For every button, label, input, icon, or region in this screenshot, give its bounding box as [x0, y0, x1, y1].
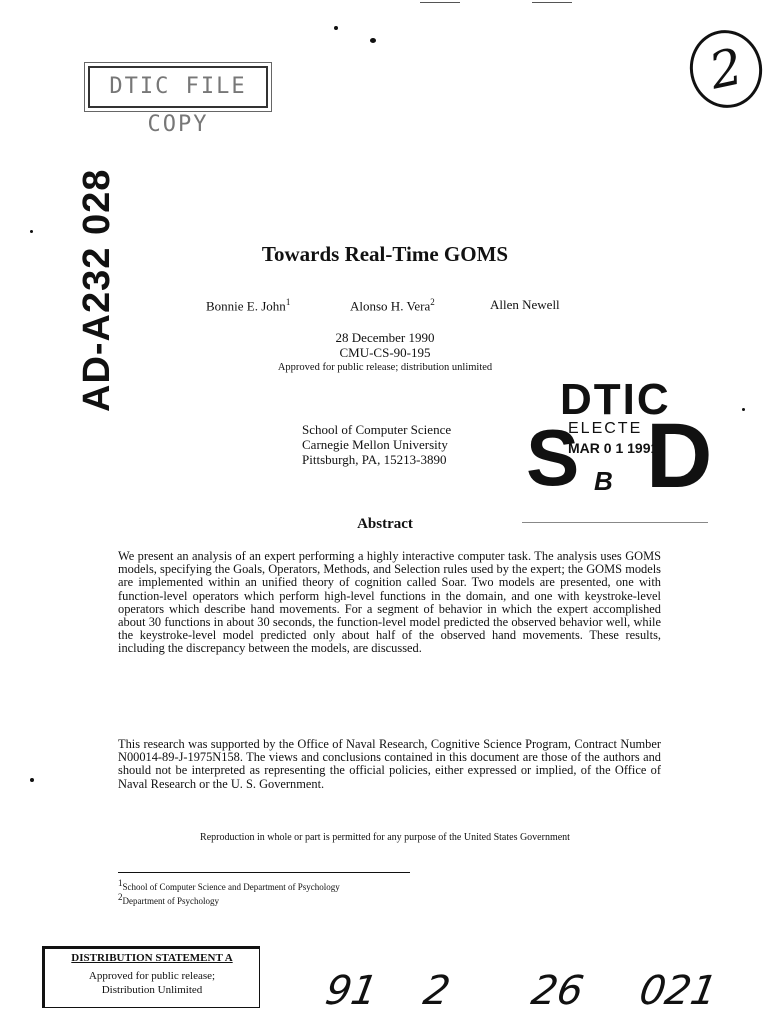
- footnote-marker: 1: [118, 878, 123, 888]
- scan-line: [420, 2, 460, 3]
- release-statement: Approved for public release; distribution unlimited: [277, 362, 493, 373]
- scan-line: [532, 2, 572, 3]
- footnote-1: [118, 878, 340, 892]
- distribution-heading: DISTRIBUTION STATEMENT A: [71, 952, 233, 964]
- address-line: Pittsburgh, PA, 15213-3890: [302, 452, 447, 467]
- report-date: 28 December 1990: [335, 330, 435, 345]
- dtic-s-letter: S: [526, 413, 580, 502]
- dtic-word: DTIC: [560, 375, 671, 424]
- author-name: Bonnie E. John: [206, 298, 286, 314]
- distribution-statement-box: [42, 946, 260, 1008]
- handwritten-code-part: 021: [635, 968, 721, 1014]
- dtic-stamp: [520, 375, 713, 508]
- footnote-text: Department of Psychology: [122, 896, 219, 906]
- file-copy-stamp: DTIC FILE COPY: [88, 66, 268, 108]
- address-line: Carnegie Mellon University: [302, 437, 448, 452]
- dtic-b-letter: B: [594, 466, 613, 496]
- abstract-heading: Abstract: [357, 516, 413, 532]
- handwritten-code-part: 26: [527, 968, 587, 1014]
- institution-address: [302, 422, 451, 467]
- scan-speck: [742, 408, 745, 411]
- paper-title: Towards Real-Time GOMS: [261, 242, 509, 266]
- handwritten-code-part: 91: [321, 968, 381, 1014]
- footnote-marker: 2: [118, 892, 123, 902]
- dtic-date: MAR 0 1 1991: [568, 440, 659, 456]
- footnote-text: School of Computer Science and Department of Psychology: [122, 882, 340, 892]
- report-number: CMU-CS-90-195: [339, 345, 431, 360]
- scan-speck: [334, 26, 338, 30]
- scan-speck: [370, 38, 376, 43]
- abstract-body: We present an analysis of an expert performing a highly interactive computer task. The analysis uses GOMS models, specifying the Goals, Operators, Methods, and Selection rules used by the expert; the GOMS models are implemented within an unified theory of cognition called Soar. Two models are presented, one with function-level operators which perform high-level functions in the domain, and one with keystroke-level operators which describe hand movements. For a segment of behavior in which the expert accomplished about 30 functions in about 30 seconds, the function-level model predicted the observed behavior well, while the keystroke-level model predicted only about half of the observed hand movements. These results, including the discrepancy between the models, are discussed.: [118, 549, 661, 656]
- author-1: [206, 297, 290, 314]
- author-3: [490, 297, 560, 313]
- footnote-rule: [118, 872, 410, 873]
- footnote-marker: 1: [285, 297, 291, 307]
- reproduction-notice: Reproduction in whole or part is permitted for any purpose of the United States Government: [200, 832, 570, 843]
- author-name: Allen Newell: [490, 297, 560, 312]
- funding-statement: This research was supported by the Office of Naval Research, Cognitive Science Program, Contract Number N00014-89-J-1975N158. The views and conclusions contained in this document are those of the authors and should not be interpreted as representing the official policies, either expressed or implied, of the Office of Naval Research or the U. S. Government.: [118, 737, 661, 791]
- footnote-marker: 2: [430, 297, 435, 307]
- dtic-d-letter: D: [646, 405, 713, 507]
- distribution-line: Distribution Unlimited: [101, 984, 203, 996]
- scan-speck: [30, 778, 34, 782]
- author-2: [350, 297, 435, 314]
- dtic-electe: ELECTE: [568, 420, 643, 437]
- footnote-2: [118, 892, 219, 906]
- scan-speck: [30, 230, 33, 233]
- handwritten-code-part: 2: [419, 968, 454, 1014]
- address-line: School of Computer Science: [302, 422, 452, 437]
- ad-accession-number: AD-A232 028: [76, 168, 118, 412]
- author-name: Alonso H. Vera: [350, 298, 431, 314]
- circled-number: 2: [683, 23, 770, 114]
- distribution-line: Approved for public release;: [88, 970, 216, 982]
